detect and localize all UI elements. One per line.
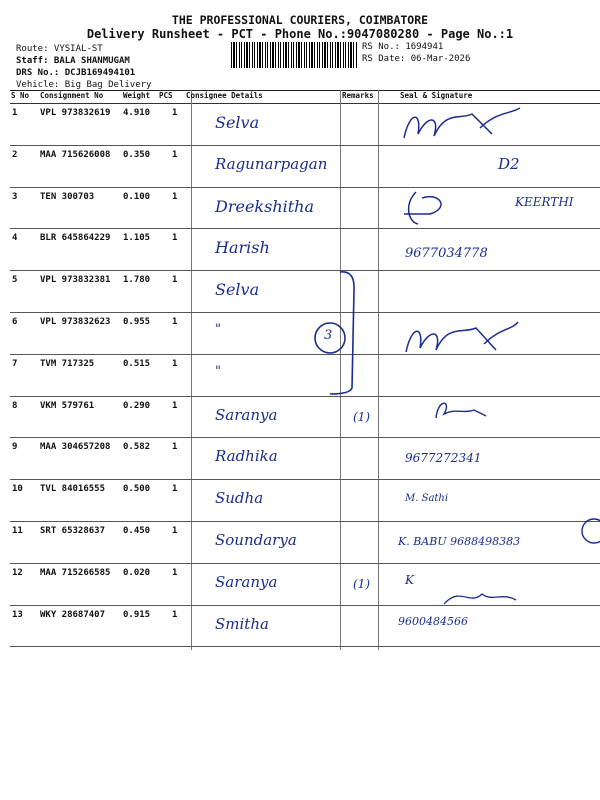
row-pcs: 1	[172, 484, 178, 495]
row-consignment: SRT 65328637	[40, 526, 106, 536]
drs-label: DRS No.: DCJB169494101	[16, 68, 136, 78]
row-sno: 3	[12, 191, 18, 202]
row-consignee: Dreekshitha	[215, 196, 315, 216]
row-weight: 4.910	[123, 108, 151, 118]
route-label: Route: VYSIAL-ST	[16, 44, 103, 54]
signature-scribble-8	[430, 394, 490, 428]
row-consignee: Selva	[215, 280, 260, 300]
staff-label: Staff: BALA SHANMUGAM	[16, 56, 130, 66]
row-pcs: 1	[172, 609, 178, 620]
row-weight: 0.100	[123, 191, 151, 202]
company-title: THE PROFESSIONAL COURIERS, COIMBATORE	[171, 13, 429, 27]
row-weight: 0.350	[123, 149, 151, 160]
row-consignment: VPL 973832623	[40, 317, 111, 327]
row-pcs: 1	[172, 317, 178, 327]
row-pcs: 1	[172, 108, 178, 118]
row-sno: 4	[12, 233, 18, 244]
stamp-circle	[579, 516, 600, 546]
group-bracket	[310, 270, 370, 400]
row-pcs: 1	[172, 358, 178, 369]
row-remarks: (1)	[353, 409, 370, 424]
col-sno: S No	[11, 91, 30, 100]
row-pcs: 1	[172, 400, 178, 411]
bracket-count: 3	[324, 328, 333, 343]
row-sno: 9	[12, 442, 18, 453]
runsheet-table	[10, 90, 600, 650]
row-consignment: TVL 84016555	[40, 484, 106, 495]
row-consignee: Selva	[215, 113, 260, 132]
row-remarks: (1)	[353, 576, 370, 591]
row-pcs: 1	[172, 567, 178, 578]
row-pcs: 1	[172, 275, 178, 286]
row-seal: D2	[498, 154, 520, 173]
row-seal: 9677272341	[405, 451, 482, 466]
col-weight: Weight	[123, 91, 151, 100]
row-pcs: 1	[172, 191, 178, 202]
col-pcs: PCS	[159, 91, 173, 100]
row-consignment: MAA 715266585	[40, 567, 111, 578]
signature-scribble-1	[400, 104, 530, 150]
col-consignee: Consignee Details	[186, 91, 263, 100]
row-seal: KEERTHI	[515, 194, 574, 209]
row-weight: 0.450	[123, 526, 151, 536]
row-consignee: Saranya	[215, 572, 278, 591]
row-pcs: 1	[172, 442, 178, 453]
row-sno: 11	[12, 526, 23, 536]
rs-number: RS No.: 1694941	[362, 42, 444, 52]
row-consignee: Soundarya	[215, 531, 297, 549]
row-sno: 2	[12, 149, 18, 160]
row-pcs: 1	[172, 149, 178, 160]
row-consignee: Radhika	[215, 447, 278, 466]
row-consignee: Harish	[215, 238, 270, 258]
row-consignee: Smitha	[215, 614, 269, 633]
row-pcs: 1	[172, 526, 178, 536]
row-consignment: WKY 28687407	[40, 609, 106, 620]
row-sno: 6	[12, 317, 18, 327]
row-sno: 5	[12, 275, 18, 286]
row-seal: K	[405, 572, 414, 587]
row-consignment: MAA 304657208	[40, 442, 111, 453]
row-consignee: "	[215, 322, 221, 337]
row-weight: 0.582	[123, 442, 151, 453]
row-sno: 12	[12, 567, 23, 578]
row-consignment: VPL 973832381	[40, 275, 111, 286]
row-pcs: 1	[172, 233, 178, 244]
row-consignment: BLR 645864229	[40, 233, 111, 244]
row-weight: 0.955	[123, 317, 151, 327]
row-seal: M. Sathi	[405, 493, 449, 505]
row-consignee: Sudha	[215, 489, 264, 508]
row-sno: 10	[12, 484, 23, 495]
signature-scribble-3	[400, 188, 460, 226]
row-consignee: Saranya	[215, 405, 278, 424]
signature-scribble-12	[440, 582, 520, 612]
row-weight: 1.780	[123, 275, 151, 286]
row-sno: 7	[12, 358, 18, 369]
vehicle-label: Vehicle: Big Bag Delivery	[16, 80, 152, 90]
barcode	[231, 42, 358, 68]
row-weight: 0.500	[123, 484, 151, 495]
col-remarks: Remarks	[342, 91, 374, 100]
row-consignment: VKM 579761	[40, 400, 95, 411]
row-seal: K. BABU 9688498383	[398, 535, 521, 548]
col-consignment: Consignment No	[40, 91, 104, 100]
row-consignment: TVM 717325	[40, 358, 95, 369]
row-consignment: TEN 300703	[40, 191, 95, 202]
row-seal: 9677034778	[405, 246, 488, 262]
row-weight: 0.915	[123, 609, 151, 620]
row-consignment: MAA 715626008	[40, 149, 111, 160]
signature-scribble-6	[400, 316, 520, 366]
rs-date: RS Date: 06-Mar-2026	[362, 54, 471, 64]
row-consignee: "	[215, 363, 221, 379]
runsheet-subtitle: Delivery Runsheet - PCT - Phone No.:9047080280 - Page No.:1	[86, 27, 514, 41]
col-seal: Seal & Signature	[400, 91, 473, 100]
row-seal: 9600484566	[398, 614, 468, 628]
row-consignment: VPL 973832619	[40, 108, 111, 118]
row-sno: 13	[12, 609, 23, 620]
row-weight: 0.515	[123, 358, 151, 369]
row-weight: 0.020	[123, 567, 151, 578]
row-weight: 1.105	[123, 233, 151, 244]
row-sno: 8	[12, 400, 18, 411]
row-consignee: Ragunarpagan	[215, 154, 328, 173]
row-sno: 1	[12, 108, 18, 118]
row-weight: 0.290	[123, 400, 151, 411]
